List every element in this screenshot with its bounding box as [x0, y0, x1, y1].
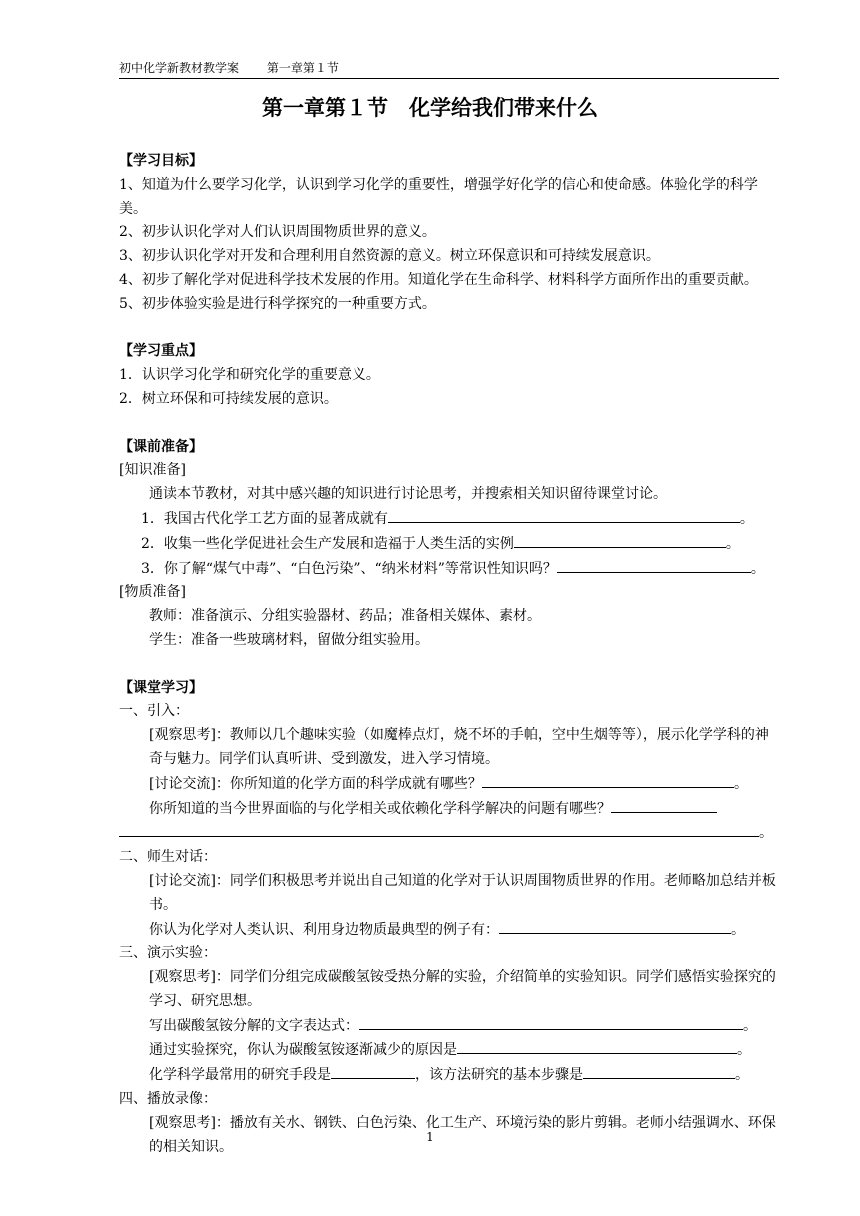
video-observe: [观察思考]：播放有关水、钢铁、白色污染、化工生产、环境污染的影片剪辑。老师小结强调水、环保的相关知识。 [149, 1114, 776, 1155]
answer-blank[interactable] [499, 918, 731, 934]
dialogue-question: 你认为化学对人类认识、利用身边物质最典型的例子有： 。 [119, 918, 781, 943]
prep-heading: 【课前准备】 [119, 438, 203, 455]
header-right: 第一章第１节 [266, 61, 339, 75]
section-dialogue: 二、师生对话： [119, 849, 217, 866]
objective-item: 2、初步认识化学对人们认识周围物质世界的意义。 [119, 224, 436, 241]
answer-blank[interactable] [482, 772, 734, 788]
intro-discuss: [讨论交流]：你所知道的化学方面的科学成就有哪些？ 。 [119, 772, 781, 797]
page-header [119, 58, 779, 79]
teacher-prep: 教师：准备演示、分组实验器材、药品；准备相关媒体、素材。 [149, 608, 541, 625]
intro-observe: [观察思考]：教师以几个趣味实验（如魔棒点灯，烧不坏的手帕，空中生烟等等），展示化学学科的神奇与魅力。同学们认真听讲、受到激发，进入学习情境。 [149, 727, 769, 767]
document-body [119, 150, 781, 1159]
section-intro: 一、引入： [119, 703, 189, 720]
knowledge-intro: 通读本节教材，对其中感兴趣的知识进行讨论思考，并搜索相关知识留待课堂讨论。 [149, 486, 667, 503]
keypoint-item: 1．认识学习化学和研究化学的重要意义。 [119, 367, 380, 384]
intro-question-cont: 。 [119, 821, 781, 846]
demo-question-3: 化学科学最常用的研究手段是 ，该方法研究的基本步骤是 。 [119, 1063, 781, 1088]
demo-question-1: 写出碳酸氢铵分解的文字表达式： 。 [119, 1014, 781, 1039]
answer-blank[interactable] [388, 507, 740, 523]
dialogue-discuss: [讨论交流]：同学们积极思考并说出自己知道的化学对于认识周围物质世界的作用。老师略加总结并板书。 [149, 872, 776, 913]
answer-blank[interactable] [557, 557, 751, 573]
objective-item: 5、初步体验实验是进行科学探究的一种重要方式。 [119, 295, 436, 312]
page-title: 第一章第１节 化学给我们带来什么 [262, 96, 598, 120]
keypoints-heading: 【学习重点】 [119, 343, 203, 360]
answer-blank[interactable] [583, 1063, 735, 1079]
objectives-heading: 【学习目标】 [119, 153, 203, 169]
answer-blank[interactable] [359, 1014, 743, 1030]
objective-item: 3、初步认识化学对开发和合理利用自然资源的意义。树立环保意识和可持续发展意识。 [119, 248, 660, 265]
demo-question-2: 通过实验探究，你认为碳酸氢铵逐渐减少的原因是 。 [119, 1038, 781, 1063]
classroom-heading: 【课堂学习】 [119, 679, 203, 696]
section-video: 四、播放录像： [119, 1091, 217, 1108]
prep-question-3: 3．你了解“煤气中毒”、“白色污染”、“纳米材料”等常识性知识吗？ 。 [119, 557, 781, 582]
demo-observe: [观察思考]：同学们分组完成碳酸氢铵受热分解的实验，介绍简单的实验知识。同学们感悟实验探究的学习、研究思想。 [149, 969, 776, 1009]
section-demo: 三、演示实验： [119, 945, 217, 962]
page-number: 1 [426, 1130, 434, 1144]
prep-question-1: 1．我国古代化学工艺方面的显著成就有 。 [119, 507, 781, 532]
answer-blank[interactable] [119, 821, 759, 837]
knowledge-label: [知识准备] [119, 462, 186, 479]
objective-item: 1、知道为什么要学习化学，认识到学习化学的重要性，增强学好化学的信心和使命感。体验化学的科学美。 [119, 176, 758, 217]
objective-item: 4、初步了解化学对促进科学技术发展的作用。知道化学在生命科学、材料科学方面所作出的重要贡献。 [119, 271, 758, 288]
keypoint-item: 2．树立环保和可持续发展的意识。 [119, 390, 338, 407]
student-prep: 学生：准备一些玻璃材料，留做分组实验用。 [149, 631, 429, 648]
intro-question: 你所知道的当今世界面临的与化学相关或依赖化学科学解决的问题有哪些？ [119, 797, 781, 822]
header-left: 初中化学新教材教学案 [119, 61, 240, 75]
answer-blank[interactable] [514, 532, 726, 548]
prep-question-2: 2．收集一些化学促进社会生产发展和造福于人类生活的实例 。 [119, 532, 781, 557]
answer-blank[interactable] [331, 1063, 415, 1079]
answer-blank[interactable] [457, 1038, 737, 1054]
material-label: [物质准备] [119, 584, 186, 601]
answer-blank[interactable] [611, 797, 717, 813]
